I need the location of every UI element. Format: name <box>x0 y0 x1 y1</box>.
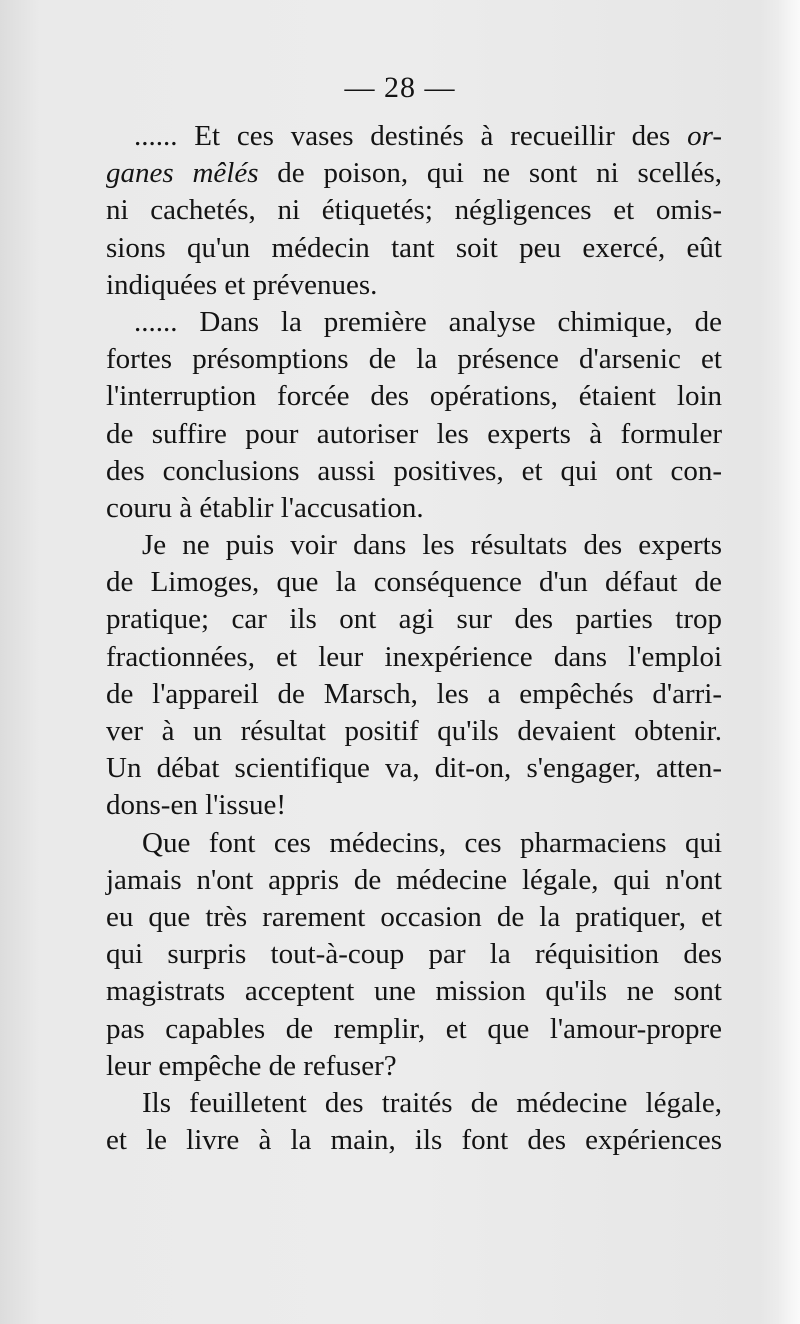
paragraph-2 <box>106 304 722 527</box>
text-line: magistrats acceptent une mission qu'ils ne sont <box>106 975 722 1008</box>
page-edge-shadow <box>778 0 800 1324</box>
text-line: indiquées et prévenues. <box>106 268 378 301</box>
paragraph-1 <box>106 118 722 304</box>
italic-text: or- <box>687 120 722 152</box>
text-line: l'interruption forcée des opérations, étaient loin <box>106 380 722 413</box>
text-line: Que font ces médecins, ces pharmaciens qui <box>142 826 722 859</box>
text-line: ...... Dans la première analyse chimique, de <box>134 305 722 338</box>
page-number: — 28 — <box>344 71 456 104</box>
text-span: de poison, qui ne sont ni scellés, <box>258 157 723 190</box>
text-line: leur empêche de refuser? <box>106 1049 397 1082</box>
text-line: fortes présomptions de la présence d'arsenic et <box>106 343 722 376</box>
text-line: Ils feuilletent des traités de médecine légale, <box>142 1086 722 1119</box>
text-line <box>106 155 722 192</box>
paragraph-5 <box>106 1085 722 1159</box>
text-line: ver à un résultat positif qu'ils devaient obtenir. <box>106 715 722 747</box>
text-line: Un débat scientifique va, dit-on, s'engager, atten- <box>106 752 722 785</box>
text-line: pratique; car ils ont agi sur des parties trop <box>106 603 722 636</box>
text-line: couru à établir l'accusation. <box>106 491 424 524</box>
text-line <box>106 118 722 155</box>
text-line: de l'appareil de Marsch, les a empêchés d'arri- <box>106 677 722 710</box>
text-line: fractionnées, et leur inexpérience dans l'emploi <box>106 640 722 673</box>
body-text <box>106 118 722 1159</box>
text-line: pas capables de remplir, et que l'amour-propre <box>106 1012 722 1045</box>
text-line: sions qu'un médecin tant soit peu exercé, eût <box>106 231 722 264</box>
text-line: de Limoges, que la conséquence d'un défaut de <box>106 566 722 599</box>
text-line: ni cachetés, ni étiquetés; négligences et omis- <box>106 194 722 227</box>
text-line: eu que très rarement occasion de la pratiquer, et <box>106 900 722 933</box>
paragraph-3 <box>106 527 722 825</box>
text-line: de suffire pour autoriser les experts à formuler <box>106 417 722 450</box>
text-line: et le livre à la main, ils font des expériences <box>106 1124 722 1157</box>
italic-text: ganes mêlés <box>106 157 259 190</box>
paragraph-4 <box>106 825 722 1085</box>
text-line: des conclusions aussi positives, et qui ont con- <box>106 454 722 487</box>
text-line: Je ne puis voir dans les résultats des experts <box>142 529 722 562</box>
text-line: qui surpris tout-à-coup par la réquisition des <box>106 938 722 971</box>
text-line: dons-en l'issue! <box>106 789 287 822</box>
text-span: ...... Et ces vases destinés à recueillir des <box>134 120 688 152</box>
text-line: jamais n'ont appris de médecine légale, qui n'ont <box>106 863 722 896</box>
